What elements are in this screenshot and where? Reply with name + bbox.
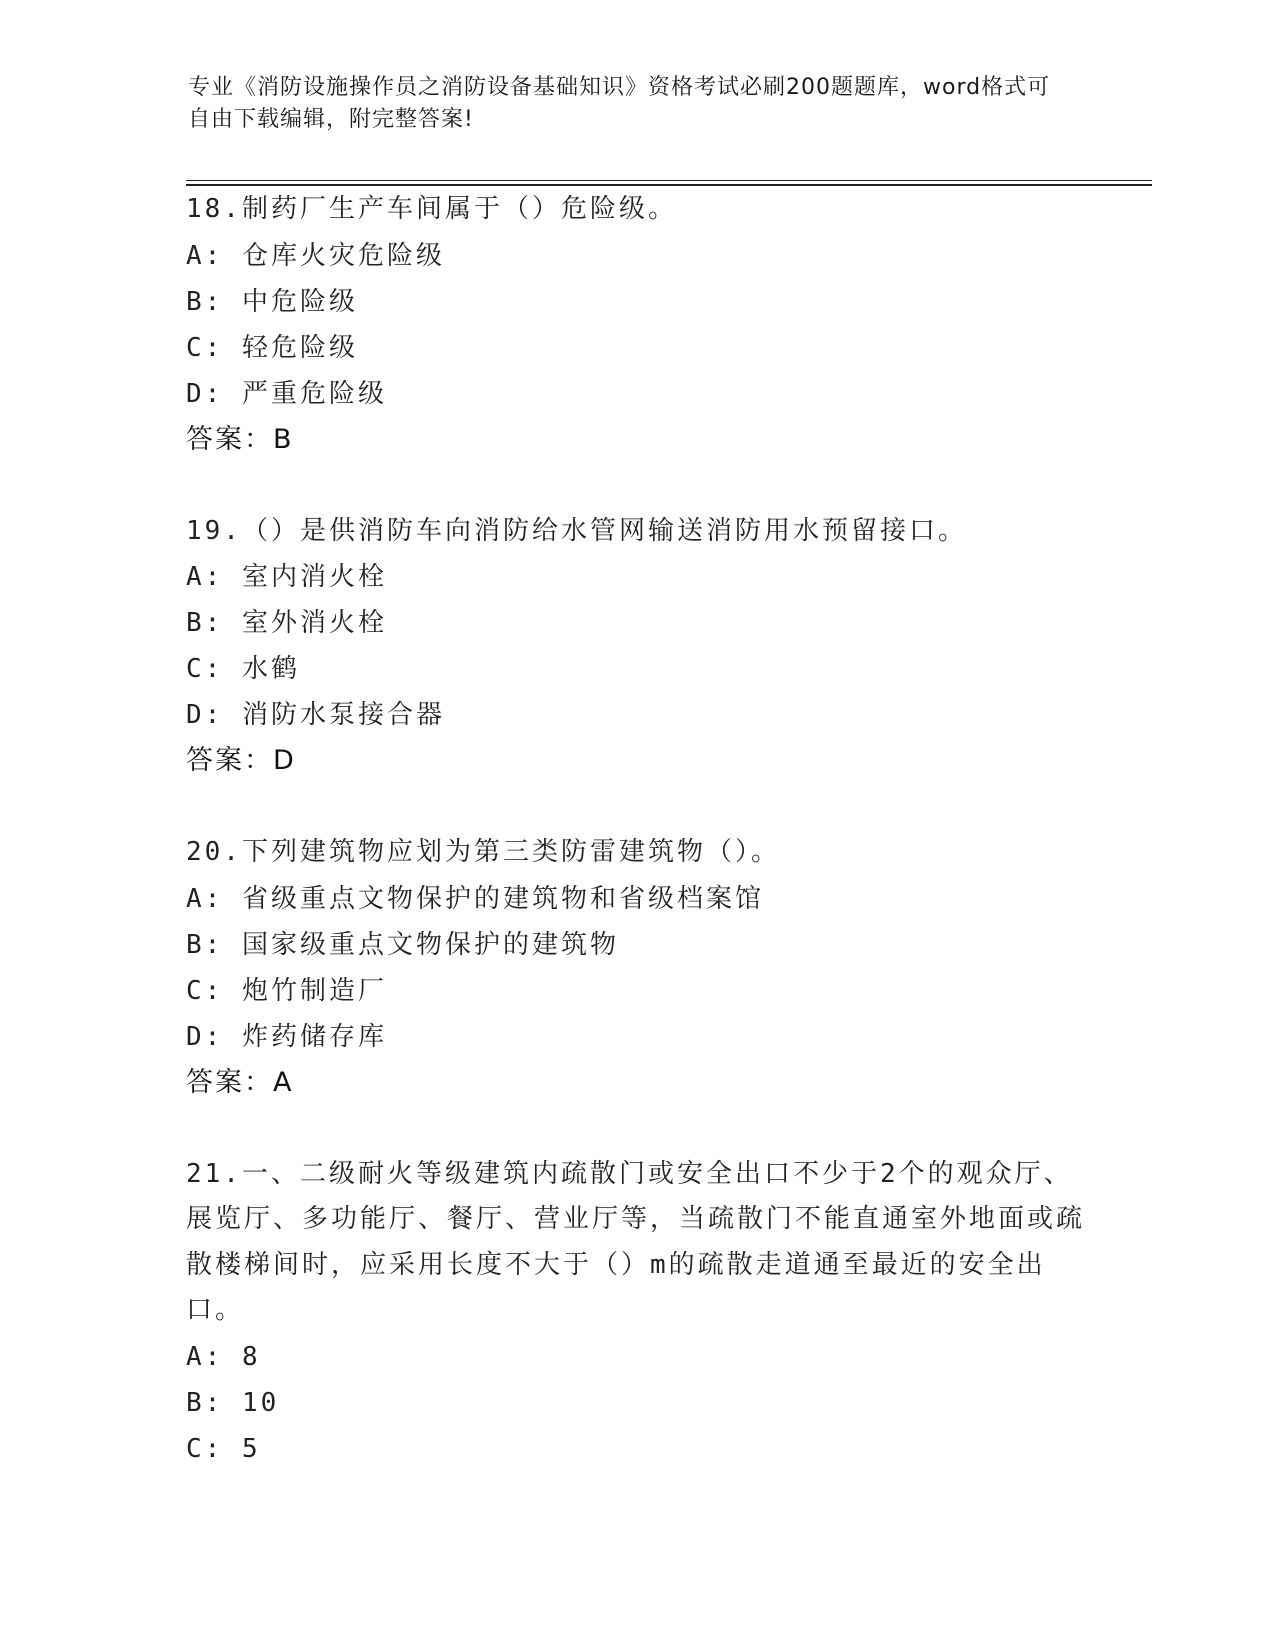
option-a: A: 8	[186, 1341, 261, 1372]
question-21	[186, 1152, 1086, 1472]
question-stem: 19.（）是供消防车向消防给水管网输送消防用水预留接口。	[186, 515, 967, 546]
option-d: D: 严重危险级	[186, 378, 387, 409]
header-divider-thin	[186, 180, 1152, 181]
question-stem: 21.一、二级耐火等级建筑内疏散门或安全出口不少于2个的观众厅、展览厅、多功能厅、餐厅、营业厅等，当疏散门不能直通室外地面或疏散楼梯间时，应采用长度不大于（）m的疏散走道通至最近的安全出口。	[186, 1158, 1086, 1325]
answer-line: 答案：B	[186, 423, 294, 455]
question-20	[186, 830, 1086, 1106]
option-b: B: 中危险级	[186, 286, 358, 317]
question-list	[186, 187, 1086, 1472]
question-stem: 18.制药厂生产车间属于（）危险级。	[186, 194, 677, 224]
answer-line: 答案：A	[186, 1066, 294, 1098]
answer-line: 答案：D	[186, 745, 296, 776]
question-18	[186, 187, 1086, 463]
question-stem: 20.下列建筑物应划为第三类防雷建筑物（）。	[186, 837, 780, 867]
option-b: B: 10	[186, 1387, 280, 1418]
option-c: C: 炮竹制造厂	[186, 975, 387, 1006]
option-c: C: 5	[186, 1433, 261, 1464]
option-c: C: 水鹤	[186, 654, 300, 684]
document-header: 专业《消防设施操作员之消防设备基础知识》资格考试必刷200题题库，word格式可自由下载编辑，附完整答案!	[188, 75, 1051, 132]
question-19	[186, 509, 1086, 785]
option-a: A: 仓库火灾危险级	[186, 240, 445, 271]
option-d: D: 消防水泵接合器	[186, 700, 445, 730]
option-a: A: 省级重点文物保护的建筑物和省级档案馆	[186, 883, 764, 914]
option-d: D: 炸药储存库	[186, 1021, 387, 1052]
option-a: A: 室内消火栓	[186, 562, 387, 592]
option-b: B: 室外消火栓	[186, 608, 387, 638]
option-c: C: 轻危险级	[186, 332, 358, 363]
header-divider-thick	[186, 184, 1152, 186]
option-b: B: 国家级重点文物保护的建筑物	[186, 929, 619, 960]
